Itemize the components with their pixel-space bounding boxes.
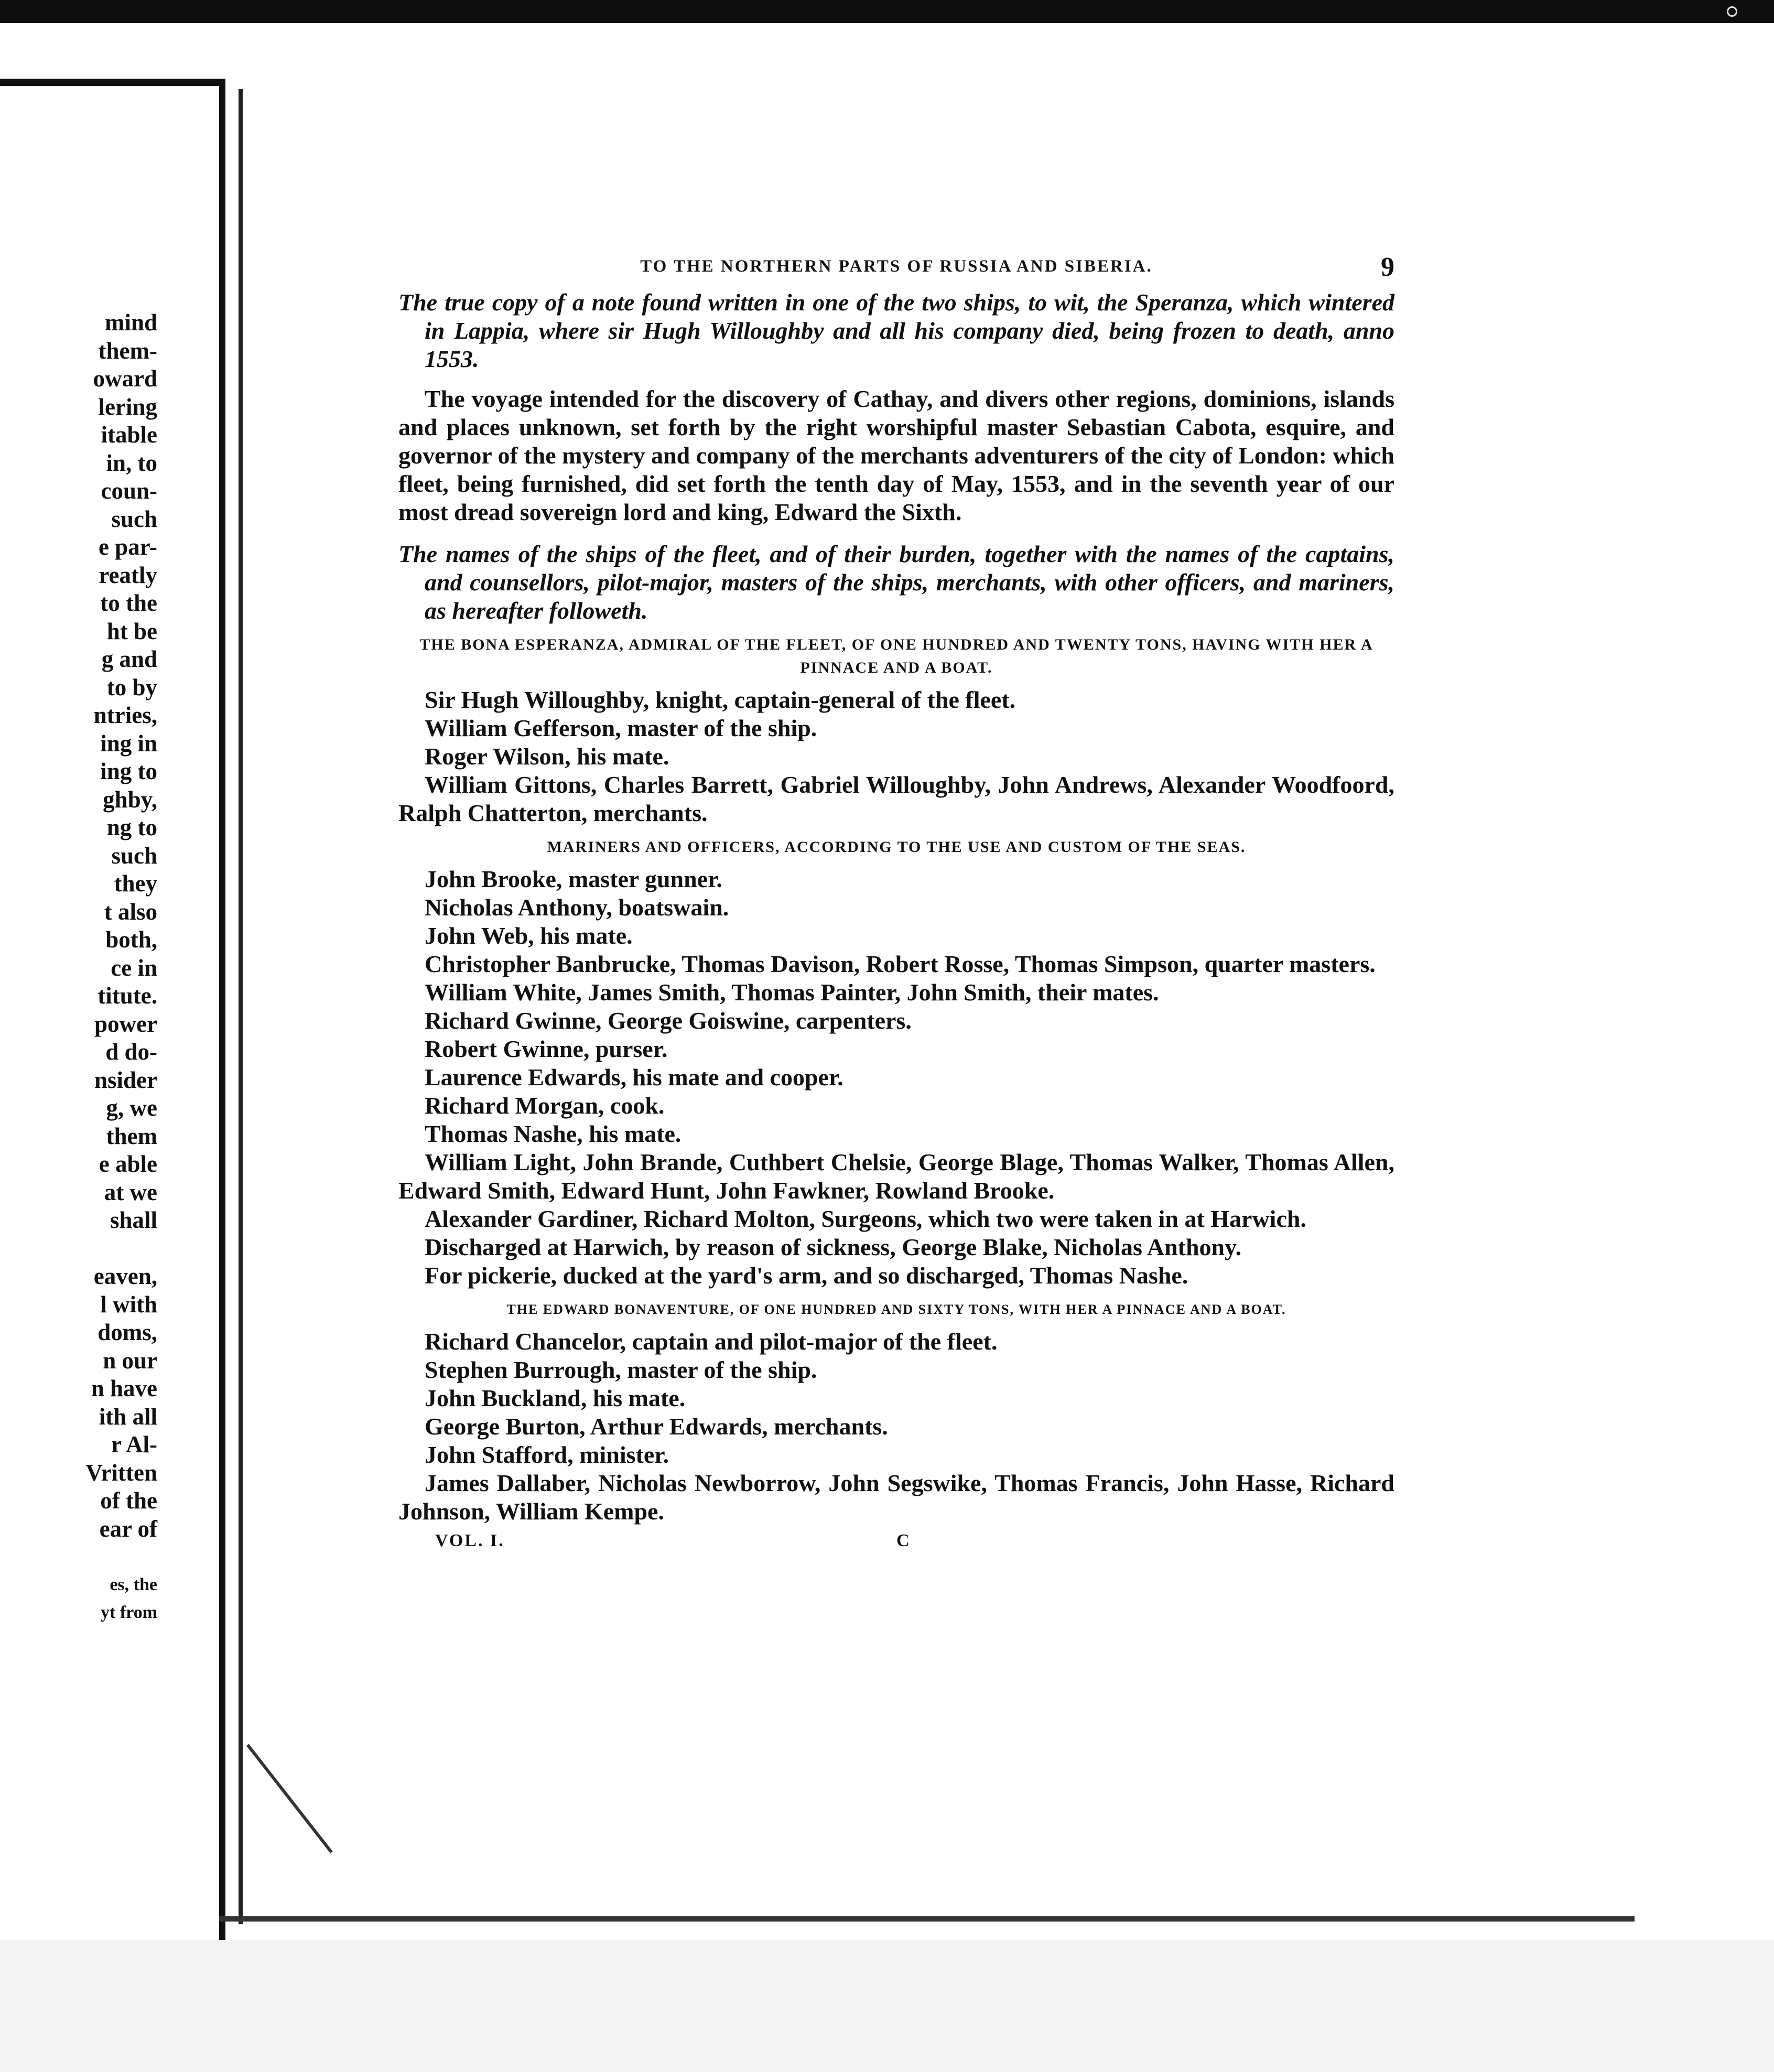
facing-page-line: reatly — [99, 562, 157, 588]
list-item: John Buckland, his mate. — [425, 1385, 686, 1411]
facing-page-line: g and — [101, 646, 157, 672]
list-item: George Burton, Arthur Edwards, merchants. — [425, 1413, 888, 1440]
facing-page-line: ntries, — [93, 702, 157, 728]
facing-page-line: such — [111, 842, 157, 869]
facing-page-line: shall — [110, 1207, 157, 1233]
page-inner-edge — [239, 89, 243, 1924]
ship1-officers-list — [398, 686, 1394, 827]
facing-page-line: in, to — [106, 449, 157, 476]
facing-page-line: them — [106, 1123, 157, 1149]
page-bottom-edge — [219, 1916, 1635, 1922]
list-item: Robert Gwinne, purser. — [425, 1035, 668, 1062]
facing-page-line: them- — [98, 337, 157, 364]
list-item: For pickerie, ducked at the yard's arm, and so discharged, Thomas Nashe. — [425, 1262, 1188, 1289]
names-heading: The names of the ships of the fleet, and of their burden, together with the names of the captains, and counsellors, pilot-major, masters of the ships, merchants, with other officers, and mariners, as hereafter followeth. — [398, 541, 1394, 624]
list-item: Sir Hugh Willoughby, knight, captain-general of the fleet. — [425, 686, 1016, 713]
ship1-heading: THE BONA ESPERANZA, ADMIRAL OF THE FLEET, OF ONE HUNDRED AND TWENTY TONS, HAVING WITH HER A PINNACE AND A BOAT. — [419, 636, 1373, 676]
facing-page-line: lering — [98, 393, 157, 420]
facing-page-line: such — [111, 505, 157, 532]
facing-page-line: ing in — [100, 730, 157, 757]
facing-page-line: ce in — [111, 954, 157, 981]
list-item: John Stafford, minister. — [425, 1441, 669, 1468]
facing-page-line: they — [114, 870, 157, 897]
list-item: William Gefferson, master of the ship. — [425, 715, 817, 741]
facing-page-line: ing to — [100, 758, 157, 784]
list-item: Richard Morgan, cook. — [425, 1092, 665, 1119]
facing-page-line: yt from — [101, 1603, 157, 1622]
facing-page-line: t also — [104, 898, 157, 925]
scan-background — [0, 1940, 1774, 2072]
note-heading: The true copy of a note found written in one of the two ships, to wit, the Speranza, which wintered in Lappia, where sir Hugh Willoughby and all his company died, being frozen to death, anno 1553. — [398, 289, 1394, 372]
list-item: William Gittons, Charles Barrett, Gabriel Willoughby, John Andrews, Alexander Woodfoord, Ralph Chatterton, merchants. — [398, 771, 1394, 826]
running-head-title: TO THE NORTHERN PARTS OF RUSSIA AND SIBERIA. — [640, 257, 1153, 276]
facing-page-line: coun- — [101, 478, 157, 504]
book-page — [398, 252, 1394, 1562]
list-item: William White, James Smith, Thomas Painter, John Smith, their mates. — [425, 979, 1159, 1006]
list-item: James Dallaber, Nicholas Newborrow, John Segswike, Thomas Francis, John Hasse, Richard Johnson, William Kempe. — [398, 1470, 1394, 1525]
list-item: Thomas Nashe, his mate. — [425, 1120, 682, 1147]
list-item: Stephen Burrough, master of the ship. — [425, 1356, 817, 1383]
running-head — [398, 252, 1394, 288]
list-item: Christopher Banbrucke, Thomas Davison, Robert Rosse, Thomas Simpson, quarter masters. — [425, 951, 1376, 977]
facing-page-line: n have — [91, 1375, 157, 1401]
facing-page-line: doms, — [98, 1319, 157, 1345]
list-item: Richard Chancelor, captain and pilot-major of the fleet. — [425, 1328, 998, 1355]
mariners-list — [398, 865, 1394, 1290]
list-item: Laurence Edwards, his mate and cooper. — [425, 1064, 843, 1091]
facing-page-line: mind — [104, 309, 157, 336]
facing-page-line: g, we — [106, 1095, 157, 1121]
page-number: 9 — [1381, 252, 1394, 282]
facing-page-line: ith all — [99, 1403, 157, 1430]
facing-page-line: to the — [100, 590, 157, 616]
list-item: Nicholas Anthony, boatswain. — [425, 894, 729, 921]
facing-page-line: ng to — [106, 814, 157, 840]
list-item: Alexander Gardiner, Richard Molton, Surgeons, which two were taken in at Harwich. — [425, 1205, 1306, 1232]
pen-mark — [246, 1744, 333, 1853]
facing-page-line: ghby, — [103, 786, 157, 813]
facing-page-line: at we — [104, 1179, 157, 1205]
facing-page-line: itable — [101, 422, 157, 448]
facing-page-line: nsider — [94, 1066, 157, 1093]
facing-page-line: ht be — [106, 618, 157, 644]
page-gutter-line — [219, 79, 225, 1945]
corner-mark — [1727, 6, 1737, 17]
facing-page-line: power — [94, 1010, 157, 1037]
facing-page-line: n our — [103, 1347, 157, 1374]
signature-mark: C — [896, 1531, 911, 1550]
volume-label: VOL. I. — [435, 1531, 505, 1550]
facing-page-line: both, — [105, 926, 157, 953]
mariners-heading: MARINERS AND OFFICERS, ACCORDING TO THE USE AND CUSTOM OF THE SEAS. — [547, 838, 1246, 856]
voyage-paragraph: The voyage intended for the discovery of Cathay, and divers other regions, dominions, islands and places unknown, set forth by the right worshipful master Sebastian Cabota, esquire, and governor of the mystery and company of the merchants adventurers of the city of London: which fleet, being furnished, did set forth the tenth day of May, 1553, and in the seventh year of our most dread sovereign lord and king, Edward the Sixth. — [398, 385, 1394, 525]
scan-top-border — [0, 0, 1774, 23]
facing-page-line: eaven, — [93, 1263, 157, 1289]
facing-page-line: of the — [100, 1487, 157, 1514]
facing-page — [0, 23, 220, 1952]
ship2-officers-list — [398, 1328, 1394, 1526]
facing-page-line: Vritten — [85, 1459, 157, 1486]
list-item: John Web, his mate. — [425, 922, 633, 949]
facing-page-line: ear of — [99, 1515, 157, 1542]
ship2-heading: THE EDWARD BONAVENTURE, OF ONE HUNDRED AND SIXTY TONS, WITH HER A PINNACE AND A BOAT. — [506, 1302, 1286, 1317]
list-item: John Brooke, master gunner. — [425, 866, 722, 892]
list-item: Richard Gwinne, George Goiswine, carpenters. — [425, 1007, 912, 1034]
page-footer — [398, 1531, 1394, 1562]
facing-page-line: r Al- — [111, 1431, 157, 1458]
facing-page-line: es, the — [110, 1574, 157, 1594]
facing-page-line: d do- — [105, 1039, 157, 1065]
facing-page-line: e par- — [98, 534, 157, 560]
facing-page-line: to by — [106, 674, 157, 700]
page-frame-top — [0, 79, 225, 86]
list-item: Discharged at Harwich, by reason of sickness, George Blake, Nicholas Anthony. — [425, 1234, 1242, 1260]
facing-page-line: l with — [100, 1291, 157, 1318]
list-item: Roger Wilson, his mate. — [425, 743, 669, 770]
facing-page-line: e able — [99, 1151, 157, 1177]
facing-page-line: oward — [93, 365, 157, 392]
facing-page-line: titute. — [98, 983, 157, 1009]
list-item: William Light, John Brande, Cuthbert Chelsie, George Blage, Thomas Walker, Thomas Allen, Edward Smith, Edward Hunt, John Fawkner, Rowland Brooke. — [398, 1149, 1394, 1204]
